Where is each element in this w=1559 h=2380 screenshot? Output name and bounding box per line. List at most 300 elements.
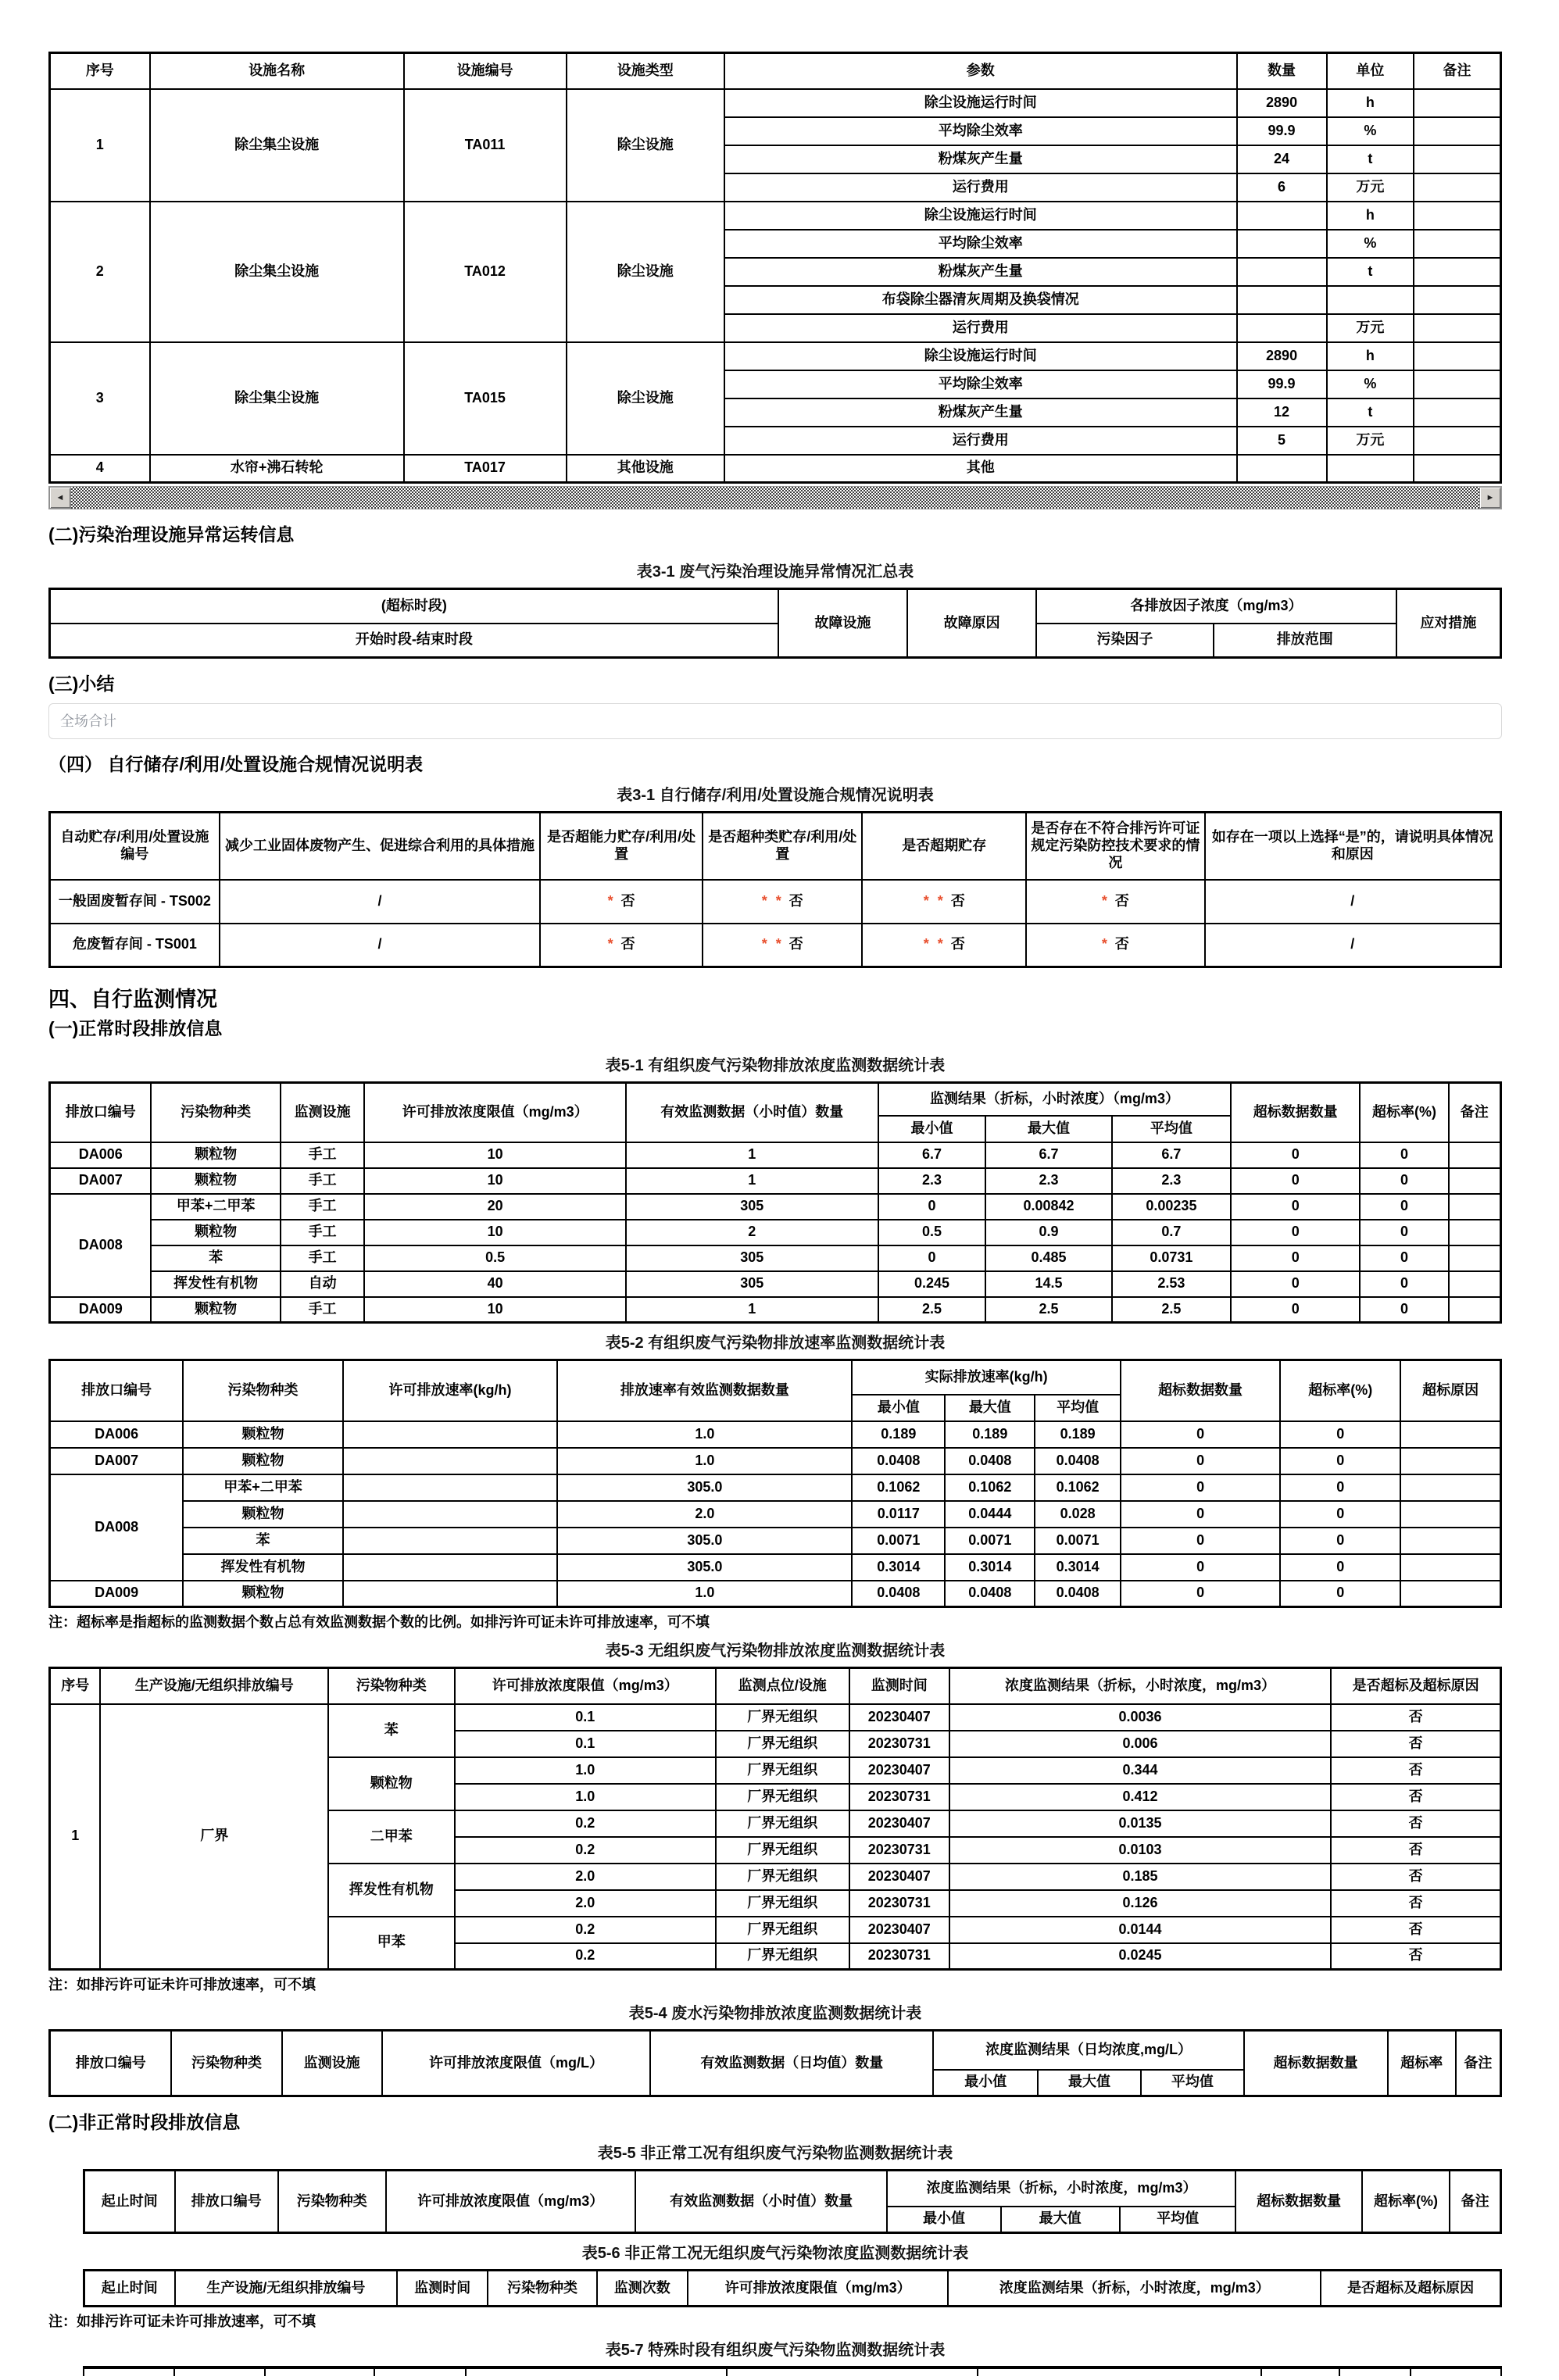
table-cell: 0 (1121, 1554, 1280, 1581)
table-cell: 颗粒物 (183, 1448, 342, 1474)
table-cell (1400, 1554, 1500, 1581)
table-cell: 0 (1360, 1220, 1448, 1245)
column-header: 浓度监测结果（折标，小时浓度，mg/m3） (887, 2171, 1235, 2207)
required-asterisk: * * (761, 892, 784, 909)
scrollbar-track[interactable] (71, 487, 1479, 509)
table-cell: 2.3 (1112, 1168, 1231, 1194)
table-cell: DA008 (50, 1474, 184, 1581)
table-cell: DA006 (50, 1142, 152, 1168)
table-cell (343, 1501, 558, 1528)
table-cell: 自动 (281, 1271, 365, 1297)
table-54-title: 表5-4 废水污染物排放浓度监测数据统计表 (628, 2005, 922, 2022)
table-cell: 0.3014 (1035, 1554, 1121, 1581)
table-31b-title: 表3-1 自行储存/利用/处置设施合规情况说明表 (617, 787, 934, 804)
column-header: 超标数据数量 (1235, 2171, 1361, 2233)
table-cell: h (1327, 202, 1414, 230)
table-cell: t (1327, 398, 1414, 427)
table-cell: 0.006 (949, 1731, 1331, 1757)
table-cell: 0 (1280, 1448, 1400, 1474)
table-cell: 水帘+沸石转轮 (150, 455, 404, 483)
table-cell: 0.1062 (1035, 1474, 1121, 1501)
column-header: 排放口编号 (50, 1083, 152, 1142)
table-cell (1327, 286, 1414, 314)
column-header: 有效监测数据（小时值）数量 (635, 2171, 888, 2233)
column-header: 最小值 (887, 2207, 1000, 2233)
table-cell: 0.0408 (1035, 1581, 1121, 1607)
table-cell: 0 (1231, 1245, 1360, 1271)
column-header: 污染物种类 (328, 1668, 455, 1704)
table-cell: DA009 (50, 1581, 184, 1607)
table-cell: 1.0 (557, 1448, 852, 1474)
table-cell: 20230407 (849, 1704, 949, 1731)
table-cell: 99.9 (1237, 117, 1327, 145)
column-header: 超标数据数量 (1121, 1360, 1280, 1421)
column-header: 应对措施 (1396, 589, 1501, 658)
column-header: 备注 (1449, 1083, 1501, 1142)
table-cell: 0 (1280, 1581, 1400, 1607)
table-cell: h (1327, 342, 1414, 370)
column-header: 数量 (1237, 53, 1327, 89)
table-cell: TA017 (404, 455, 567, 483)
table-cell: 厂界无组织 (716, 1784, 849, 1810)
table-cell: 4 (50, 455, 150, 483)
column-header: 备注 (1450, 2171, 1500, 2233)
table-cell: 6 (1237, 173, 1327, 202)
table-cell: 0.2 (455, 1837, 716, 1864)
required-asterisk: * (1101, 892, 1110, 909)
table-cell: 20230407 (849, 1810, 949, 1837)
table-cell: 0.245 (878, 1271, 985, 1297)
table-cell: 否 (1331, 1704, 1500, 1731)
column-header: 最小值 (933, 2070, 1038, 2096)
table-cell (1414, 342, 1500, 370)
table-cell: 0 (1231, 1271, 1360, 1297)
table-cell: 手工 (281, 1220, 365, 1245)
table-cell: 颗粒物 (183, 1581, 342, 1607)
table-cell: * * 否 (862, 924, 1026, 967)
table-52-title: 表5-2 有组织废气污染物排放速率监测数据统计表 (605, 1335, 946, 1352)
table-cell: 0.189 (945, 1421, 1035, 1448)
table-cell: * 否 (1026, 880, 1204, 924)
column-header: 污染因子 (1036, 624, 1214, 658)
column-header: 备注 (1456, 2031, 1501, 2096)
column-header: 生产设施/无组织排放编号 (175, 2271, 398, 2307)
column-header: 平均值 (1120, 2207, 1236, 2233)
column-tick (1339, 2369, 1340, 2376)
table-cell: 0 (1280, 1421, 1400, 1448)
note-table-53: 注：如排污许可证未许可排放速率，可不填 (48, 1977, 316, 1992)
table-cell (1237, 314, 1327, 342)
table-cell: 10 (364, 1220, 625, 1245)
table-cell: 2.0 (455, 1864, 716, 1890)
table-cell: 颗粒物 (151, 1297, 280, 1323)
table-cell: DA006 (50, 1421, 184, 1448)
table-cell (1414, 117, 1500, 145)
table-cell: 除尘设施 (567, 342, 724, 455)
table-cell: 12 (1237, 398, 1327, 427)
column-header: 最大值 (945, 1395, 1035, 1421)
column-tick (465, 2369, 467, 2376)
column-header: 是否超标及超标原因 (1331, 1668, 1500, 1704)
table-cell: 颗粒物 (183, 1421, 342, 1448)
table-cell: 0.0103 (949, 1837, 1331, 1864)
table-cell: 0.0408 (945, 1448, 1035, 1474)
table-cell: 0.189 (1035, 1421, 1121, 1448)
table-cell: 万元 (1327, 173, 1414, 202)
table-cell: 1 (626, 1142, 878, 1168)
horizontal-scrollbar[interactable] (48, 486, 1502, 509)
table-cell: 除尘设施 (567, 89, 724, 202)
table-cell (343, 1528, 558, 1554)
table-cell: 20230731 (849, 1837, 949, 1864)
scroll-right-button[interactable] (1479, 487, 1501, 509)
table-cell: 1.0 (455, 1757, 716, 1784)
table-cell: 除尘设施运行时间 (724, 89, 1237, 117)
organized-concentration-table (48, 1081, 1502, 1324)
table-cell: / (220, 924, 540, 967)
table-cell: * 否 (1026, 924, 1204, 967)
column-header: 有效监测数据（小时值）数量 (626, 1083, 878, 1142)
table-cell: 0.485 (985, 1245, 1112, 1271)
table-cell (1414, 314, 1500, 342)
table-cell: 0 (1360, 1168, 1448, 1194)
table-cell: 否 (1331, 1917, 1500, 1943)
table-cell: 0 (1360, 1142, 1448, 1168)
column-header: 排放速率有效监测数据数量 (557, 1360, 852, 1421)
table-cell: 0.0408 (945, 1581, 1035, 1607)
table-cell (1449, 1142, 1501, 1168)
column-header: 排放口编号 (175, 2171, 278, 2233)
column-header: 生产设施/无组织排放编号 (100, 1668, 328, 1704)
column-header: 是否存在不符合排污许可证规定污染防控技术要求的情况 (1026, 813, 1204, 880)
table-cell: 除尘集尘设施 (150, 202, 404, 342)
table-cell: 甲苯 (328, 1917, 455, 1970)
table-cell: 0.028 (1035, 1501, 1121, 1528)
table-cell: 6.7 (985, 1142, 1112, 1168)
column-header: 浓度监测结果（折标，小时浓度，mg/m3） (949, 1668, 1331, 1704)
chapter-4-heading: 四、自行监测情况 (48, 988, 217, 1011)
table-cell: 厂界无组织 (716, 1731, 849, 1757)
table-cell: TA012 (404, 202, 567, 342)
scroll-left-button[interactable] (49, 487, 71, 509)
table-cell: 0 (1360, 1245, 1448, 1271)
table-cell: 平均除尘效率 (724, 117, 1237, 145)
table-cell: 1 (50, 89, 150, 202)
table-cell: 挥发性有机物 (151, 1271, 280, 1297)
table-cell: 40 (364, 1271, 625, 1297)
table-cell: h (1327, 89, 1414, 117)
organized-rate-table (48, 1359, 1502, 1608)
table-cell: 0.0071 (1035, 1528, 1121, 1554)
scroll-right-icon: ► (1486, 493, 1495, 502)
note-table-52: 注：超标率是指超标的监测数据个数占总有效监测数据个数的比例。如排污许可证未许可排放速率，可不填 (48, 1614, 710, 1630)
table-cell: 20 (364, 1194, 625, 1220)
column-header: 最大值 (1038, 2070, 1141, 2096)
table-cell: 否 (1331, 1890, 1500, 1917)
table-cell: 2890 (1237, 89, 1327, 117)
table-cell: 0 (1121, 1474, 1280, 1501)
table-cell: 0.126 (949, 1890, 1331, 1917)
wastewater-concentration-table (48, 2029, 1502, 2097)
required-asterisk: * (607, 892, 616, 909)
table-56-title: 表5-6 非正常工况无组织废气污染物浓度监测数据统计表 (581, 2245, 969, 2262)
table-cell: 0 (1231, 1142, 1360, 1168)
table-cell: 0 (878, 1194, 985, 1220)
column-header: 设施名称 (150, 53, 404, 89)
column-header: 许可排放浓度限值（mg/L） (382, 2031, 651, 2096)
table-cell: 手工 (281, 1142, 365, 1168)
table-cell: DA008 (50, 1194, 152, 1297)
column-header: 监测设施 (281, 1083, 365, 1142)
table-cell: 苯 (183, 1528, 342, 1554)
table-cell: 0 (1360, 1297, 1448, 1323)
table-cell: 1 (50, 1704, 101, 1970)
table-cell: 0.0245 (949, 1943, 1331, 1970)
table-cell: 颗粒物 (328, 1757, 455, 1810)
table-cell: 20230731 (849, 1731, 949, 1757)
table-cell: 手工 (281, 1245, 365, 1271)
column-tick (1500, 2369, 1502, 2376)
table-cell: 0.7 (1112, 1220, 1231, 1245)
treatment-facility-table (48, 52, 1502, 484)
table-cell: 20230407 (849, 1864, 949, 1890)
table-cell: 0.189 (852, 1421, 945, 1448)
table-cell (343, 1474, 558, 1501)
column-header: 备注 (1414, 53, 1500, 89)
table-cell: 运行费用 (724, 173, 1237, 202)
column-header: 有效监测数据（日均值）数量 (650, 2031, 933, 2096)
column-header: 监测设施 (282, 2031, 382, 2096)
table-cell: 0.0071 (945, 1528, 1035, 1554)
table-t53 (48, 1667, 1502, 1971)
column-header: 浓度监测结果（日均浓度,mg/L） (933, 2031, 1243, 2070)
table-cell: 0.0731 (1112, 1245, 1231, 1271)
section-4-2-heading: (二)非正常时段排放信息 (48, 2112, 241, 2132)
table-cell: 0 (1360, 1194, 1448, 1220)
table-cell: 否 (1331, 1757, 1500, 1784)
column-header: 设施类型 (567, 53, 724, 89)
table-cell: 危废暂存间 - TS001 (50, 924, 220, 967)
column-header: 故障原因 (907, 589, 1036, 658)
fugitive-concentration-table (48, 1667, 1502, 1971)
table-cell: 2 (50, 202, 150, 342)
column-header: 超标原因 (1400, 1360, 1500, 1421)
column-header: 平均值 (1141, 2070, 1244, 2096)
storage-compliance-table (48, 811, 1502, 968)
table-cell: 平均除尘效率 (724, 230, 1237, 258)
table-cell: 厂界无组织 (716, 1890, 849, 1917)
section-2-heading: (二)污染治理设施异常运转信息 (48, 524, 295, 545)
table-cell: 0.2 (455, 1917, 716, 1943)
column-header: 污染物种类 (151, 1083, 280, 1142)
table-t55 (83, 2169, 1502, 2234)
table-cell: 厂界无组织 (716, 1704, 849, 1731)
table-cell: 手工 (281, 1168, 365, 1194)
table-cell: / (220, 880, 540, 924)
column-header: 许可排放速率(kg/h) (343, 1360, 558, 1421)
table-cell: 0.00235 (1112, 1194, 1231, 1220)
column-header: 排放口编号 (50, 1360, 184, 1421)
table-cell: 6.7 (1112, 1142, 1231, 1168)
table-cell: 粉煤灰产生量 (724, 398, 1237, 427)
table-cell: 颗粒物 (151, 1220, 280, 1245)
table-cell: 0.185 (949, 1864, 1331, 1890)
table-cell: 20230731 (849, 1890, 949, 1917)
column-tick (374, 2369, 375, 2376)
table-cell: / (1205, 880, 1501, 924)
section-4-heading: （四） 自行储存/利用/处置设施合规情况说明表 (48, 754, 424, 774)
summary-input[interactable] (48, 703, 1502, 739)
table-cell: 0.2 (455, 1810, 716, 1837)
column-header: 起止时间 (84, 2271, 175, 2307)
table-cell: 0.1 (455, 1704, 716, 1731)
table-cell: 0.0408 (1035, 1448, 1121, 1474)
table-cell: 305.0 (557, 1554, 852, 1581)
table-cell: 0.0144 (949, 1917, 1331, 1943)
table-cell: 厂界无组织 (716, 1810, 849, 1837)
table-cell: 1.0 (455, 1784, 716, 1810)
table-51-title: 表5-1 有组织废气污染物排放浓度监测数据统计表 (605, 1057, 946, 1074)
table-cell: 运行费用 (724, 314, 1237, 342)
table-cell: 2.0 (455, 1890, 716, 1917)
column-header: 各排放因子浓度（mg/m3） (1036, 589, 1396, 624)
table-cell: 305 (626, 1271, 878, 1297)
table-cell (1414, 173, 1500, 202)
table-cell (343, 1448, 558, 1474)
table-cell: 布袋除尘器清灰周期及换袋情况 (724, 286, 1237, 314)
table-cell: 0 (1121, 1448, 1280, 1474)
table-cell: 0.2 (455, 1943, 716, 1970)
column-header: 设施编号 (404, 53, 567, 89)
table-cell: 2.3 (878, 1168, 985, 1194)
table-cell: 万元 (1327, 314, 1414, 342)
table-cell (1414, 202, 1500, 230)
table-cell: 5 (1237, 427, 1327, 455)
table-cell: 20230731 (849, 1943, 949, 1970)
table-cell: 苯 (151, 1245, 280, 1271)
column-tick (726, 2369, 728, 2376)
column-header: 排放口编号 (50, 2031, 172, 2096)
table-cell: 厂界无组织 (716, 1943, 849, 1970)
table-t52 (48, 1359, 1502, 1608)
table-cell: 颗粒物 (151, 1168, 280, 1194)
column-header: 许可排放浓度限值（mg/m3） (364, 1083, 625, 1142)
table-cell: 2.5 (878, 1297, 985, 1323)
table-cell: 否 (1331, 1784, 1500, 1810)
column-header: 平均值 (1112, 1116, 1231, 1142)
table-cell (1400, 1528, 1500, 1554)
table-cell (343, 1554, 558, 1581)
column-header: 监测时间 (849, 1668, 949, 1704)
table-cell: 除尘集尘设施 (150, 89, 404, 202)
table-cell (1449, 1245, 1501, 1271)
table-cell: 手工 (281, 1194, 365, 1220)
column-header: 浓度监测结果（折标，小时浓度，mg/m3） (948, 2271, 1321, 2307)
column-header: 是否超种类贮存/利用/处置 (703, 813, 862, 880)
table-cell: t (1327, 145, 1414, 173)
column-header: 许可排放浓度限值（mg/m3） (386, 2171, 635, 2233)
table-cell (1400, 1448, 1500, 1474)
table-cell (1414, 286, 1500, 314)
table-cell: 0.0408 (852, 1448, 945, 1474)
table-cell: 0.0135 (949, 1810, 1331, 1837)
table-cell: 0 (1121, 1421, 1280, 1448)
scroll-left-icon: ◄ (55, 493, 65, 502)
table-cell: 0.00842 (985, 1194, 1112, 1220)
table-cell: 14.5 (985, 1271, 1112, 1297)
table-cell: 1.0 (557, 1421, 852, 1448)
column-header: 最大值 (1001, 2207, 1120, 2233)
table-cell: 否 (1331, 1943, 1500, 1970)
column-header: 实际排放速率(kg/h) (852, 1360, 1121, 1395)
abnormal-fugitive-table (83, 2269, 1502, 2307)
table-cell: 0.0117 (852, 1501, 945, 1528)
table-cell: % (1327, 370, 1414, 398)
section-3-heading: (三)小结 (48, 674, 115, 694)
table-cell: 305 (626, 1194, 878, 1220)
table-cell (343, 1581, 558, 1607)
table-cell: / (1205, 924, 1501, 967)
table-t1 (48, 52, 1502, 484)
table-cell: 否 (1331, 1837, 1500, 1864)
table-cell: 运行费用 (724, 427, 1237, 455)
table-cell: 0.5 (364, 1245, 625, 1271)
table-cell: 305.0 (557, 1474, 852, 1501)
column-header: 参数 (724, 53, 1237, 89)
table-cell: 0 (1280, 1528, 1400, 1554)
table-cell: 0.412 (949, 1784, 1331, 1810)
table-cell: 0.3014 (945, 1554, 1035, 1581)
table-57-partial-top-border (83, 2366, 1502, 2380)
table-cell: 0 (1121, 1528, 1280, 1554)
table-cell: 0.1 (455, 1731, 716, 1757)
column-header: 如存在一项以上选择“是”的，请说明具体情况和原因 (1205, 813, 1501, 880)
column-header: 许可排放浓度限值（mg/m3） (455, 1668, 716, 1704)
table-cell: 1.0 (557, 1581, 852, 1607)
table-cell: 厂界无组织 (716, 1864, 849, 1890)
table-cell: 粉煤灰产生量 (724, 258, 1237, 286)
table-cell (1449, 1271, 1501, 1297)
column-header: 是否超能力贮存/利用/处置 (540, 813, 703, 880)
table-cell: 0 (1121, 1501, 1280, 1528)
table-cell (1414, 89, 1500, 117)
column-header: 是否超标及超标原因 (1321, 2271, 1500, 2307)
table-cell: 0.3014 (852, 1554, 945, 1581)
table-cell (1414, 370, 1500, 398)
table-cell: 20230407 (849, 1917, 949, 1943)
column-header: 超标率 (1388, 2031, 1456, 2096)
table-cell (1414, 427, 1500, 455)
table-cell: 20230407 (849, 1757, 949, 1784)
column-header: 是否超期贮存 (862, 813, 1026, 880)
table-cell: 厂界 (100, 1704, 328, 1970)
table-cell (1414, 230, 1500, 258)
column-header: 监测结果（折标，小时浓度）（mg/m3） (878, 1083, 1231, 1116)
table-cell (1449, 1297, 1501, 1323)
table-cell: 颗粒物 (151, 1142, 280, 1168)
column-tick (264, 2369, 266, 2376)
table-cell: 万元 (1327, 427, 1414, 455)
column-header: 超标数据数量 (1231, 1083, 1360, 1142)
table-cell: 厂界无组织 (716, 1837, 849, 1864)
column-header: 序号 (50, 1668, 101, 1704)
column-header: 污染物种类 (488, 2271, 597, 2307)
table-cell: TA011 (404, 89, 567, 202)
column-header: 单位 (1327, 53, 1414, 89)
table-cell: 2.53 (1112, 1271, 1231, 1297)
table-cell: 手工 (281, 1297, 365, 1323)
column-header: (超标时段) (50, 589, 778, 624)
